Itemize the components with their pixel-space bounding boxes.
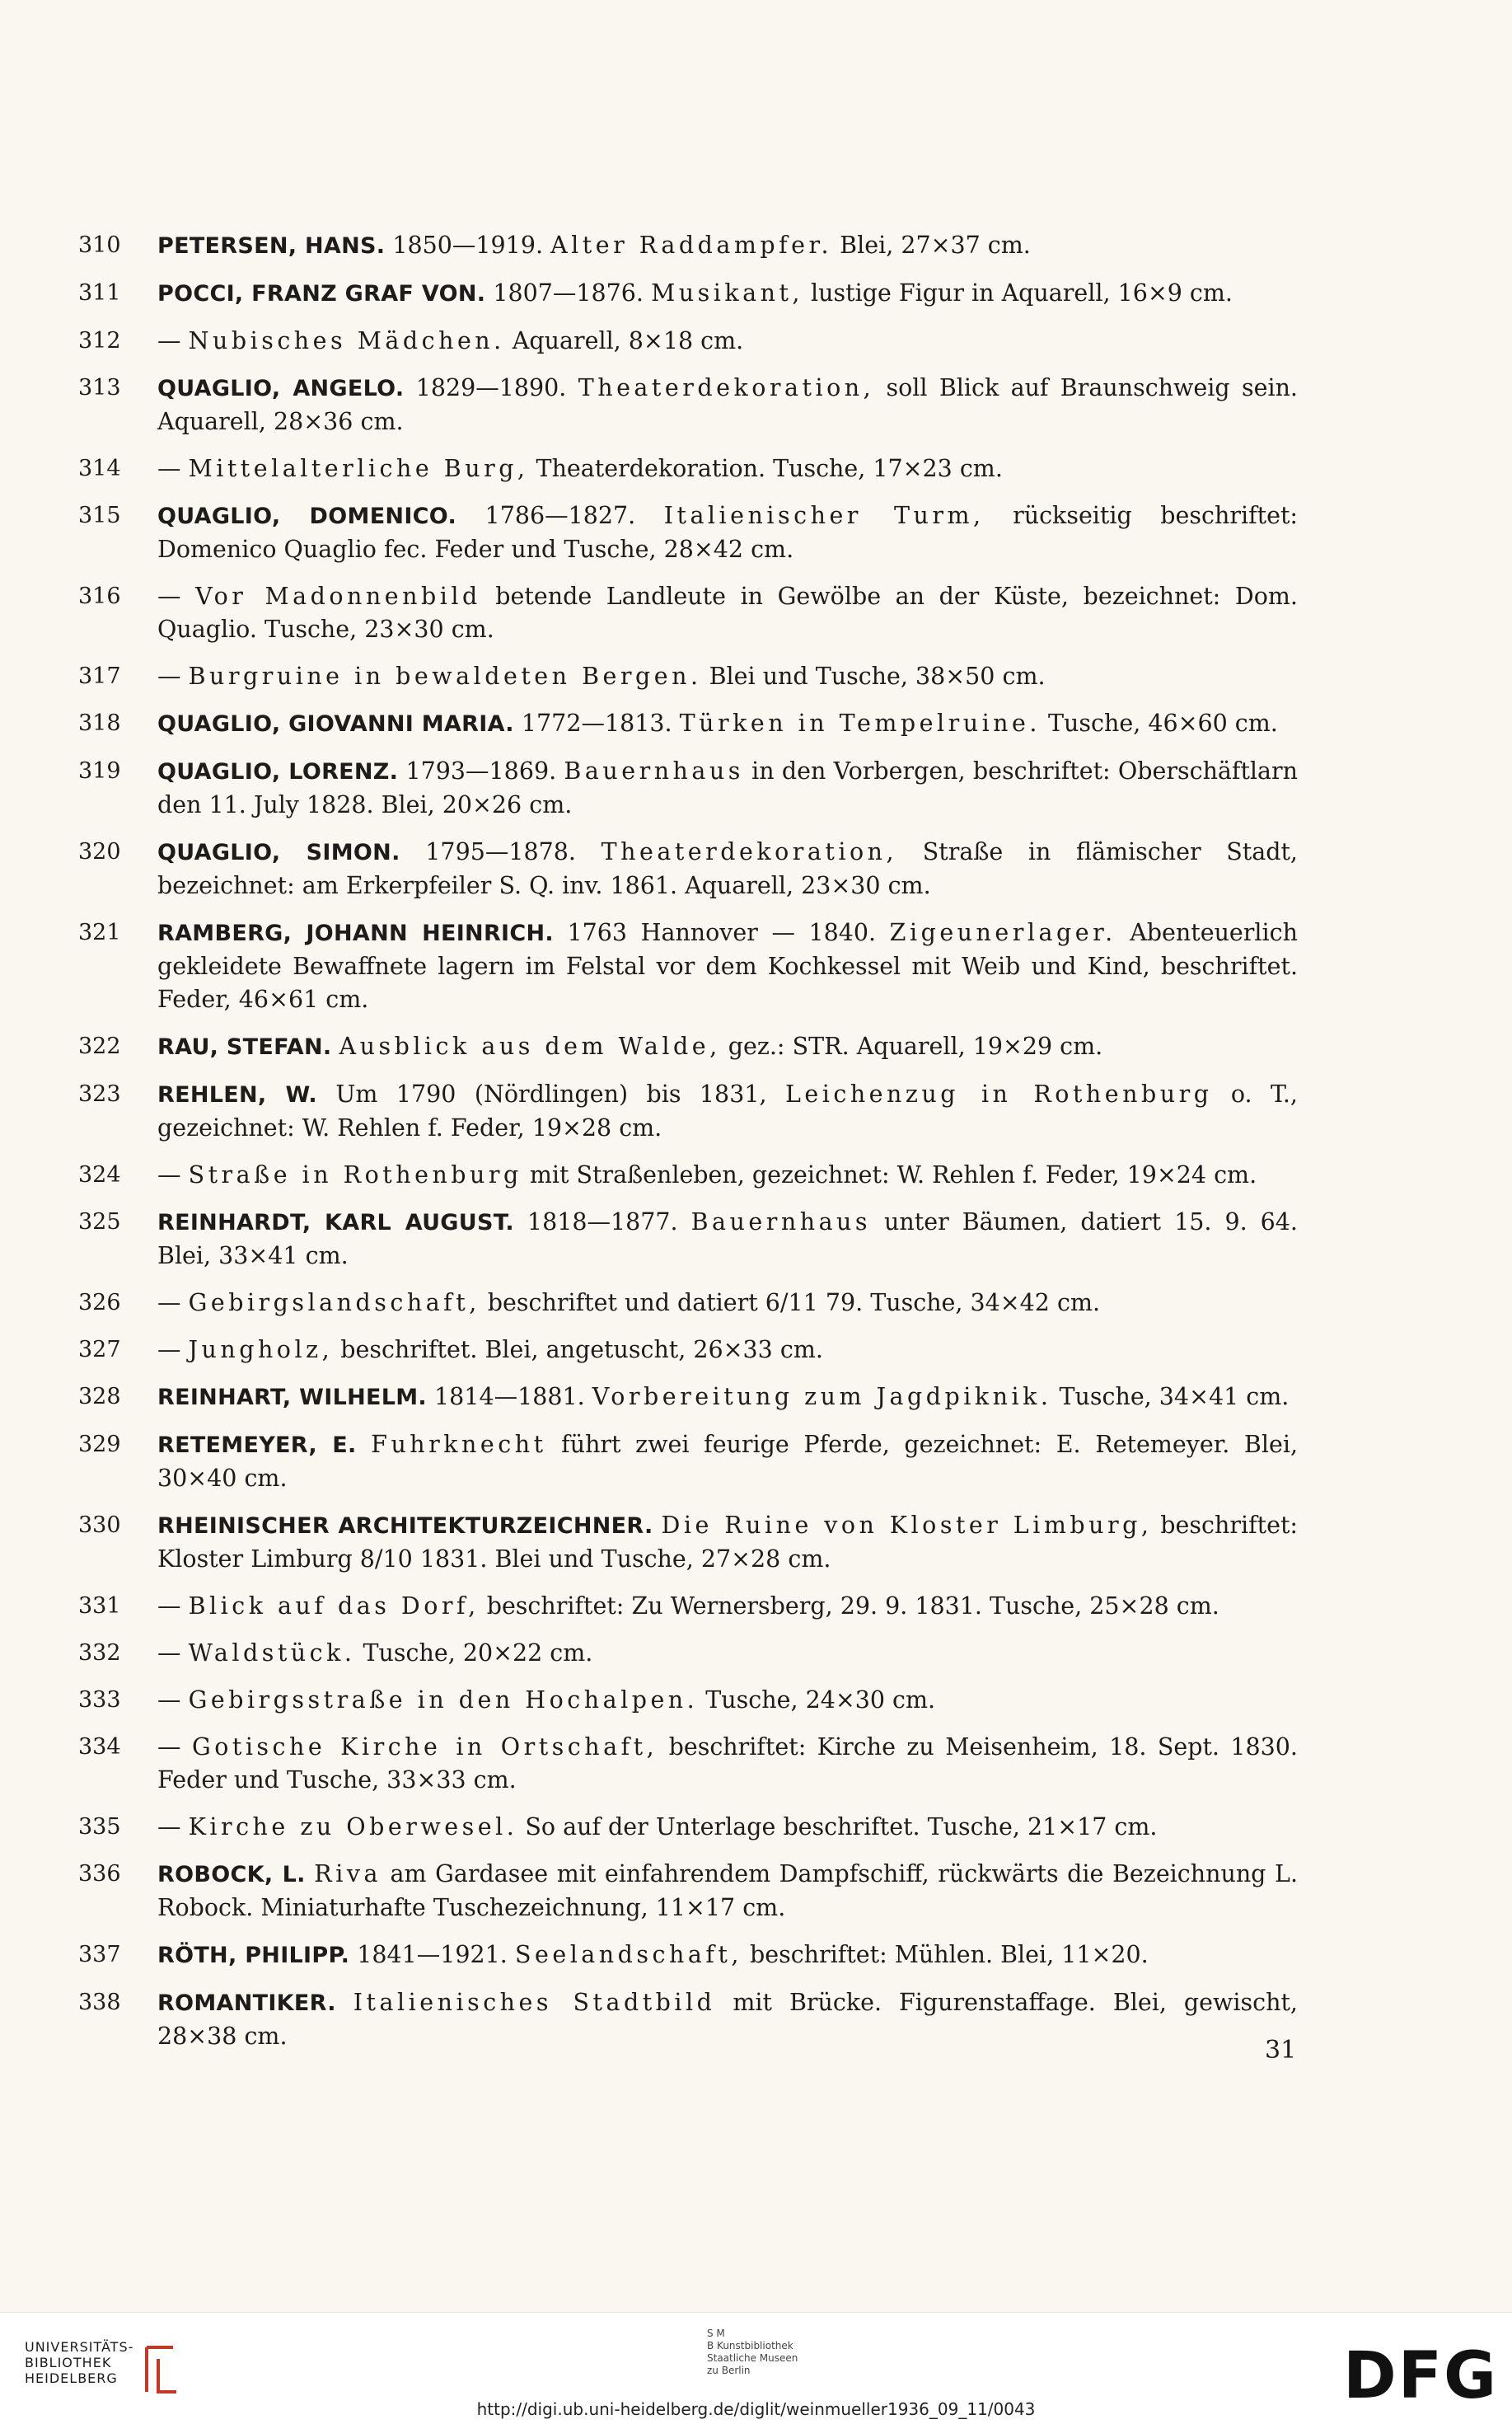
entry-dates: 1772—1813. xyxy=(513,710,680,737)
artist-name: RETEMEYER, E. xyxy=(157,1432,357,1458)
catalog-entry xyxy=(78,1428,1298,1495)
catalog-entry xyxy=(78,1509,1298,1576)
smb-line: S M xyxy=(707,2328,725,2339)
artwork-title: Leichenzug in Rothenburg xyxy=(784,1081,1213,1108)
entry-dates xyxy=(653,1512,662,1539)
artist-name: REHLEN, W. xyxy=(157,1082,317,1108)
artist-name: QUAGLIO, LORENZ. xyxy=(157,759,399,785)
catalog-entry xyxy=(78,1811,1298,1844)
entry-text xyxy=(157,1428,1298,1495)
entry-description: beschriftet. Blei, angetuscht, 26×33 cm. xyxy=(333,1336,823,1363)
entry-description: unter Bäumen, datiert 15. 9. 64. Blei, 33×41 cm. xyxy=(157,1208,1298,1269)
catalog-entry xyxy=(78,1858,1298,1925)
catalog-entry xyxy=(78,1287,1298,1320)
entry-dates: — xyxy=(157,1686,189,1714)
catalog-entry xyxy=(78,917,1298,1016)
artwork-title: Gotische Kirche in Ortschaft, xyxy=(191,1733,658,1761)
catalog-entry xyxy=(78,707,1298,741)
catalog-entry xyxy=(78,1590,1298,1623)
entry-text xyxy=(157,1287,1298,1320)
catalog-entry xyxy=(78,1731,1298,1797)
entry-number: 319 xyxy=(78,758,121,784)
library-mark-icon xyxy=(140,2344,181,2395)
entry-description: mit Brücke. Figurenstaffage. Blei, gewischt, 28×38 cm. xyxy=(157,1989,1298,2050)
entry-description: lustige Figur in Aquarell, 16×9 cm. xyxy=(803,279,1233,307)
artist-name: QUAGLIO, ANGELO. xyxy=(157,376,405,401)
artwork-title: Mittelalterliche Burg, xyxy=(188,455,529,482)
catalog-entry xyxy=(78,325,1298,358)
entry-number: 321 xyxy=(78,920,121,945)
entry-number: 324 xyxy=(78,1162,121,1188)
entry-description: betende Landleute in Gewölbe an der Küste, bezeichnet: Dom. Quaglio. Tusche, 23×30 cm. xyxy=(157,583,1298,643)
entry-description: So auf der Unterlage beschriftet. Tusche, 21×17 cm. xyxy=(517,1813,1158,1840)
entry-text xyxy=(157,325,1298,358)
artist-name: ROBOCK, L. xyxy=(157,1862,306,1887)
entry-dates: — xyxy=(157,327,189,354)
artwork-title: Zigeunerlager. xyxy=(889,919,1116,946)
catalog-entry xyxy=(78,1986,1298,2053)
entry-number: 335 xyxy=(78,1814,121,1840)
artist-name: RAU, STEFAN. xyxy=(157,1034,332,1060)
entry-description: Tusche, 24×30 cm. xyxy=(698,1686,936,1714)
entry-list xyxy=(78,229,1298,2067)
catalog-entry xyxy=(78,452,1298,485)
artwork-title: Ausblick aus dem Walde, xyxy=(339,1033,721,1060)
entry-description: mit Straßenleben, gezeichnet: W. Rehlen f. Feder, 19×24 cm. xyxy=(522,1161,1257,1189)
catalog-entry xyxy=(78,755,1298,822)
entry-text xyxy=(157,1731,1298,1797)
entry-text xyxy=(157,1637,1298,1670)
entry-description: Tusche, 46×60 cm. xyxy=(1040,710,1278,737)
entry-description: Blei und Tusche, 38×50 cm. xyxy=(701,663,1046,690)
logo-line: BIBLIOTHEK xyxy=(25,2355,112,2370)
entry-number: 329 xyxy=(78,1432,121,1457)
entry-text xyxy=(157,1684,1298,1717)
entry-text xyxy=(157,1509,1298,1576)
catalog-entry xyxy=(78,229,1298,263)
catalog-entry xyxy=(78,1334,1298,1367)
artist-name: QUAGLIO, DOMENICO. xyxy=(157,504,457,529)
artwork-title: Fuhrknecht xyxy=(371,1431,547,1458)
smb-line: zu Berlin xyxy=(707,2365,751,2376)
artwork-title: Vorbereitung zum Jagdpiknik. xyxy=(592,1383,1052,1410)
artist-name: REINHART, WILHELM. xyxy=(157,1385,427,1410)
entry-description: beschriftet: Zu Wernersberg, 29. 9. 1831. Tusche, 25×28 cm. xyxy=(479,1592,1219,1620)
entry-text xyxy=(157,277,1298,311)
catalog-entry xyxy=(78,1159,1298,1192)
artwork-title: Die Ruine von Kloster Limburg, xyxy=(661,1512,1153,1539)
entry-text xyxy=(157,229,1298,263)
entry-text xyxy=(157,1078,1298,1145)
entry-number: 312 xyxy=(78,328,121,354)
entry-number: 322 xyxy=(78,1034,121,1059)
entry-text xyxy=(157,1858,1298,1925)
entry-dates xyxy=(306,1860,315,1887)
artwork-title: Italienischer Turm, xyxy=(663,502,985,529)
catalog-entry xyxy=(78,1939,1298,1972)
entry-number: 337 xyxy=(78,1942,121,1967)
entry-dates: 1841—1921. xyxy=(349,1941,515,1968)
entry-description: Tusche, 20×22 cm. xyxy=(355,1639,593,1667)
entry-number: 330 xyxy=(78,1512,121,1538)
entry-number: 327 xyxy=(78,1337,121,1362)
entry-text xyxy=(157,917,1298,1016)
artwork-title: Musikant, xyxy=(651,279,803,307)
entry-text xyxy=(157,1030,1298,1064)
entry-number: 333 xyxy=(78,1687,121,1713)
entry-text xyxy=(157,1334,1298,1367)
entry-description: am Gardasee mit einfahrendem Dampfschiff, rückwärts die Bezeichnung L. Robock. Miniaturhafte Tuschezeichnung, 11×17 cm. xyxy=(157,1860,1298,1921)
entry-description: Theaterdekoration. Tusche, 17×23 cm. xyxy=(528,455,1003,482)
entry-dates: — xyxy=(157,455,189,482)
entry-description: rückseitig beschriftet: Domenico Quaglio fec. Feder und Tusche, 28×42 cm. xyxy=(157,502,1298,563)
artwork-title: Italienisches Stadtbild xyxy=(353,1989,716,2016)
artwork-title: Türken in Tempelruine. xyxy=(679,710,1041,737)
entry-text xyxy=(157,1590,1298,1623)
artwork-title: Kirche zu Oberwesel. xyxy=(188,1813,518,1840)
entry-text xyxy=(157,1381,1298,1414)
entry-number: 313 xyxy=(78,375,121,401)
entry-number: 332 xyxy=(78,1640,121,1666)
artwork-title: Gebirgslandschaft, xyxy=(188,1289,480,1316)
logo-line: HEIDELBERG xyxy=(25,2370,118,2386)
entry-number: 326 xyxy=(78,1290,121,1315)
entry-text xyxy=(157,1986,1298,2053)
artwork-title: Theaterdekoration, xyxy=(601,838,898,865)
catalog-entry xyxy=(78,1684,1298,1717)
artist-name: REINHARDT, KARL AUGUST. xyxy=(157,1210,514,1235)
catalog-entry xyxy=(78,1206,1298,1273)
entry-description: beschriftet und datiert 6/11 79. Tusche, 34×42 cm. xyxy=(480,1289,1101,1316)
artwork-title: Nubisches Mädchen. xyxy=(188,327,505,354)
digitization-footer xyxy=(0,2312,1512,2424)
artist-name: RHEINISCHER ARCHITEKTURZEICHNER. xyxy=(157,1513,653,1539)
entry-text xyxy=(157,1206,1298,1273)
catalog-entry xyxy=(78,1381,1298,1414)
catalog-entry xyxy=(78,836,1298,903)
artist-name: RAMBERG, JOHANN HEINRICH. xyxy=(157,921,554,946)
smb-line: B Kunstbibliothek xyxy=(707,2340,793,2351)
artwork-title: Straße in Rothenburg xyxy=(188,1161,522,1189)
entry-description: Blei, 27×37 cm. xyxy=(832,232,1031,259)
artwork-title: Jungholz, xyxy=(188,1336,334,1363)
entry-dates: Um 1790 (Nördlingen) bis 1831, xyxy=(316,1081,785,1108)
entry-number: 336 xyxy=(78,1861,121,1887)
entry-text xyxy=(157,836,1298,903)
entry-description: Straße in flämischer Stadt, bezeichnet: am Erkerpfeiler S. Q. inv. 1861. Aquarell, 23×30 cm. xyxy=(157,838,1298,899)
entry-text xyxy=(157,1939,1298,1972)
artwork-title: Riva xyxy=(314,1860,382,1887)
entry-number: 311 xyxy=(78,280,121,306)
artwork-title: Bauernhaus xyxy=(564,757,744,785)
entry-dates: 1850—1919. xyxy=(385,232,551,259)
entry-description: o. T., gezeichnet: W. Rehlen f. Feder, 19×28 cm. xyxy=(157,1081,1298,1142)
catalog-entry xyxy=(78,1030,1298,1064)
entry-description: beschriftet: Mühlen. Blei, 11×20. xyxy=(742,1941,1149,1968)
entry-dates: — xyxy=(157,1161,189,1189)
catalog-entry xyxy=(78,660,1298,693)
entry-description: Abenteuerlich gekleidete Bewaffnete lagern im Felstal vor dem Kochkessel mit Weib und Kind, beschriftet. Feder, 46×61 cm. xyxy=(157,919,1298,1013)
entry-number: 314 xyxy=(78,456,121,481)
entry-text xyxy=(157,755,1298,822)
artwork-title: Vor Madonnenbild xyxy=(195,583,481,610)
entry-text xyxy=(157,1159,1298,1192)
artwork-title: Waldstück. xyxy=(188,1639,356,1667)
smb-kunstbibliothek-logo[interactable] xyxy=(707,2328,798,2377)
entry-description: Aquarell, 8×18 cm. xyxy=(504,327,744,354)
entry-dates: 1793—1869. xyxy=(398,757,564,785)
entry-number: 320 xyxy=(78,839,121,865)
university-library-logo[interactable] xyxy=(25,2339,133,2386)
entry-dates xyxy=(331,1033,339,1060)
entry-number: 325 xyxy=(78,1209,121,1235)
page-number: 31 xyxy=(1265,2036,1297,2065)
entry-text xyxy=(157,580,1298,646)
entry-number: 323 xyxy=(78,1081,121,1107)
entry-dates: 1814—1881. xyxy=(426,1383,592,1410)
entry-number: 328 xyxy=(78,1384,121,1409)
entry-number: 317 xyxy=(78,663,121,689)
entry-number: 338 xyxy=(78,1990,121,2015)
entry-dates: — xyxy=(157,1592,189,1620)
entry-number: 318 xyxy=(78,710,121,736)
entry-number: 316 xyxy=(78,584,121,609)
entry-description: beschriftet: Kloster Limburg 8/10 1831. Blei und Tusche, 27×28 cm. xyxy=(157,1512,1298,1573)
entry-number: 331 xyxy=(78,1593,121,1619)
catalog-entry xyxy=(78,1637,1298,1670)
entry-dates: 1818—1877. xyxy=(513,1208,691,1235)
entry-dates: — xyxy=(157,1813,189,1840)
entry-text xyxy=(157,452,1298,485)
catalog-entry xyxy=(78,277,1298,311)
entry-dates xyxy=(336,1989,353,2016)
entry-dates: 1763 Hannover — 1840. xyxy=(553,919,890,946)
artist-name: QUAGLIO, SIMON. xyxy=(157,840,400,865)
smb-line: Staatliche Museen xyxy=(707,2352,798,2364)
artwork-title: Blick auf das Dorf, xyxy=(188,1592,480,1620)
entry-dates: — xyxy=(157,1289,189,1316)
entry-dates: 1829—1890. xyxy=(404,374,578,401)
entry-text xyxy=(157,499,1298,566)
entry-description: Tusche, 34×41 cm. xyxy=(1051,1383,1290,1410)
entry-dates: — xyxy=(157,663,189,690)
logo-line: UNIVERSITÄTS- xyxy=(25,2339,134,2355)
entry-text xyxy=(157,1811,1298,1844)
artwork-title: Alter Raddampfer. xyxy=(550,232,833,259)
dfg-logo[interactable]: DFG xyxy=(1343,2339,1499,2413)
artwork-title: Bauernhaus xyxy=(690,1208,872,1235)
entry-description: führt zwei feurige Pferde, gezeichnet: E. Retemeyer. Blei, 30×40 cm. xyxy=(157,1431,1299,1492)
entry-dates: — xyxy=(157,583,196,610)
entry-dates: 1786—1827. xyxy=(456,502,664,529)
entry-text xyxy=(157,707,1298,741)
artwork-title: Seelandschaft, xyxy=(514,1941,742,1968)
entry-number: 334 xyxy=(78,1734,121,1760)
entry-dates xyxy=(357,1431,372,1458)
artist-name: RÖTH, PHILIPP. xyxy=(157,1943,350,1968)
entry-description: in den Vorbergen, beschriftet: Oberschäftlarn den 11. July 1828. Blei, 20×26 cm. xyxy=(157,757,1299,818)
permalink-url[interactable]: http://digi.ub.uni-heidelberg.de/diglit/weinmueller1936_09_11/0043 xyxy=(476,2399,1036,2419)
artwork-title: Gebirgsstraße in den Hochalpen. xyxy=(188,1686,699,1714)
entry-description: gez.: STR. Aquarell, 19×29 cm. xyxy=(720,1033,1103,1060)
entry-text xyxy=(157,372,1298,438)
entry-number: 310 xyxy=(78,232,121,258)
entry-description: soll Blick auf Braunschweig sein. Aquarell, 28×36 cm. xyxy=(157,374,1298,435)
artwork-title: Burgruine in bewaldeten Bergen. xyxy=(188,663,702,690)
catalog-entry xyxy=(78,499,1298,566)
entry-dates: 1807—1876. xyxy=(485,279,652,307)
catalog-entry xyxy=(78,372,1298,438)
artwork-title: Theaterdekoration, xyxy=(578,374,875,401)
entry-number: 315 xyxy=(78,503,121,528)
catalog-entry xyxy=(78,580,1298,646)
artist-name: QUAGLIO, GIOVANNI MARIA. xyxy=(157,711,514,737)
catalog-entry xyxy=(78,1078,1298,1145)
entry-dates: — xyxy=(157,1336,189,1363)
entry-dates: 1795—1878. xyxy=(400,838,602,865)
entry-dates: — xyxy=(157,1733,192,1761)
entry-dates: — xyxy=(157,1639,189,1667)
artist-name: POCCI, FRANZ GRAF VON. xyxy=(157,281,486,307)
artist-name: PETERSEN, HANS. xyxy=(157,233,386,259)
artist-name: ROMANTIKER. xyxy=(157,1990,336,2016)
entry-description: beschriftet: Kirche zu Meisenheim, 18. Sept. 1830. Feder und Tusche, 33×33 cm. xyxy=(157,1733,1298,1793)
entry-text xyxy=(157,660,1298,693)
